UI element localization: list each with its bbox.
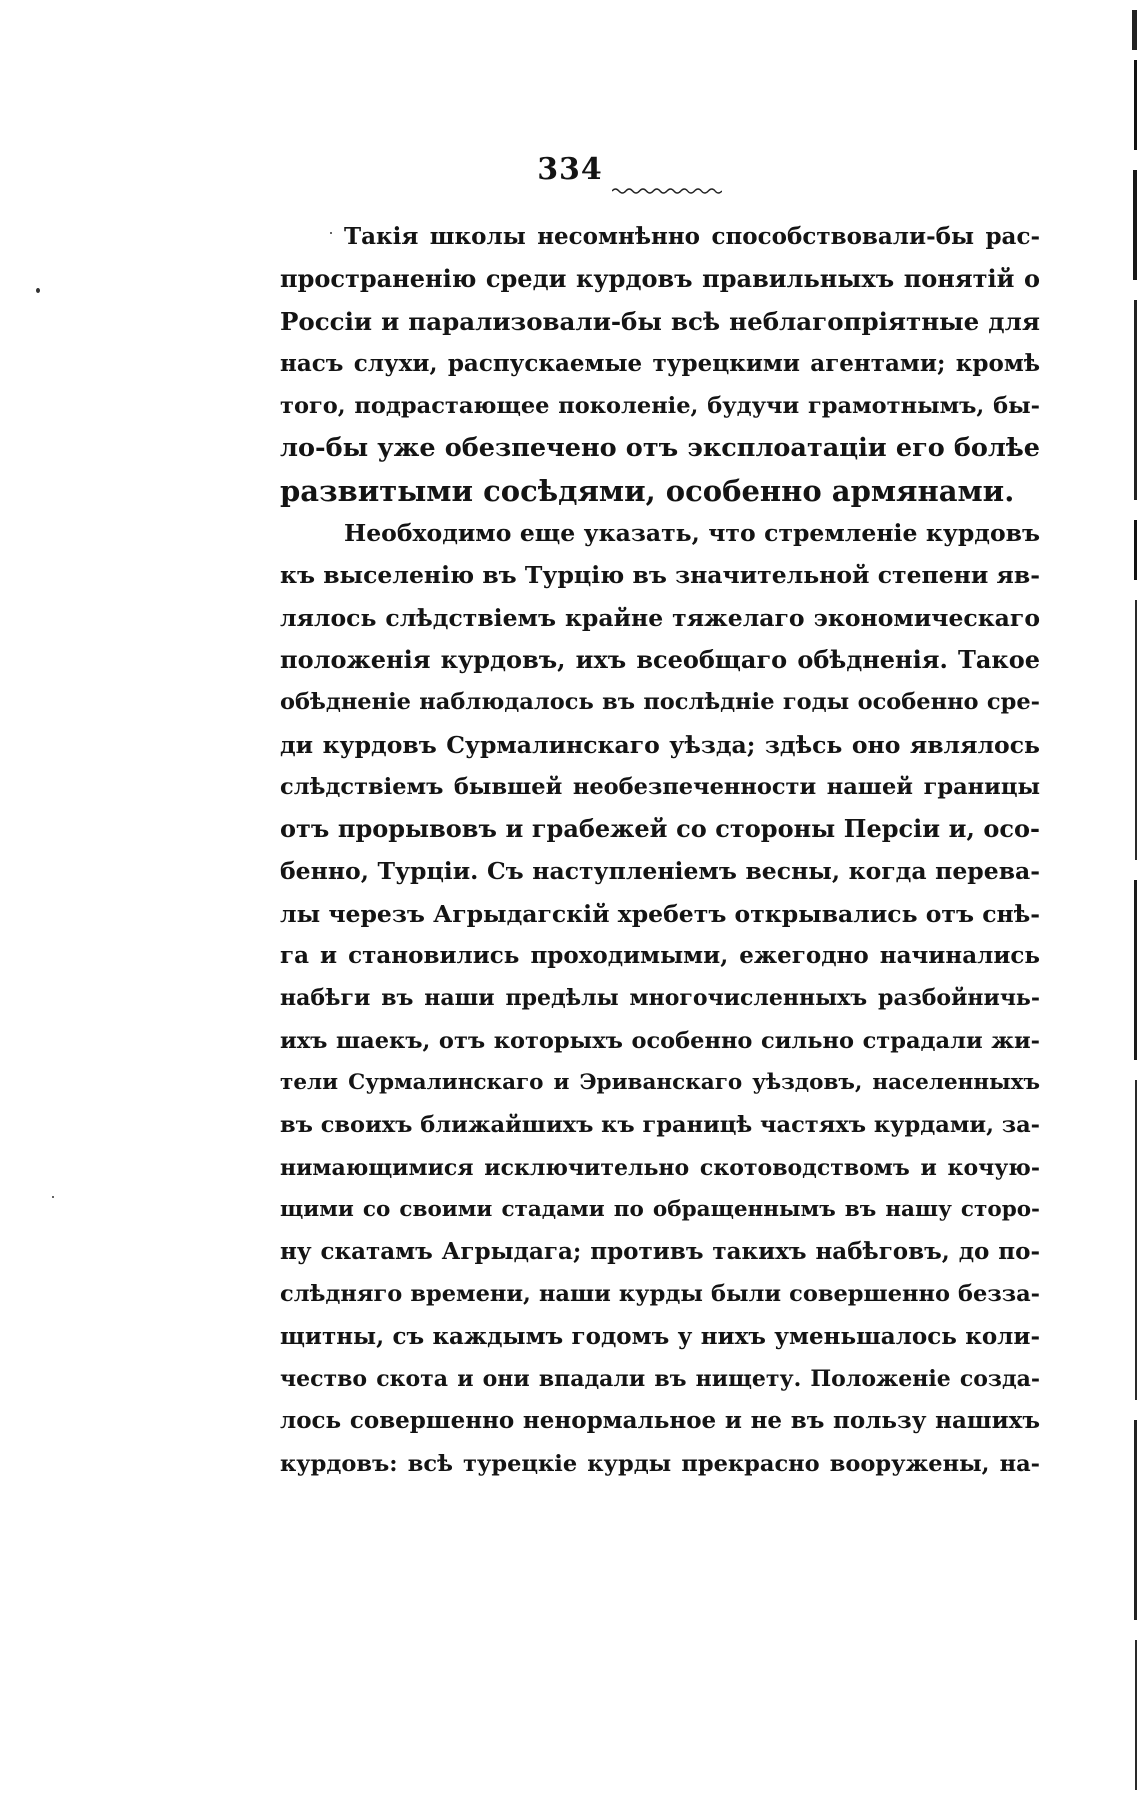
text-line: щими со своими стадами по обращеннымъ въ нашу сторо- (280, 1196, 1040, 1222)
text-line: лялось слѣдствіемъ крайне тяжелаго экономическаго (280, 603, 1040, 632)
text-line: къ выселенію въ Турцію въ значительной степени яв- (280, 561, 1040, 590)
text-line: щитны, съ каждымъ годомъ у нихъ уменьшалось коли- (280, 1322, 1040, 1350)
text-line: бенно, Турціи. Съ наступленіемъ весны, когда перева- (280, 857, 1040, 886)
text-line: чество скота и они впадали въ нищету. Положеніе созда- (280, 1366, 1040, 1393)
text-line: въ своихъ ближайшихъ къ границѣ частяхъ курдами, за- (280, 1112, 1040, 1139)
text-line: Такія школы несомнѣнно способствовали-бы рас- (344, 223, 1040, 250)
scan-edge-artifact (1110, 0, 1140, 1803)
text-line: ди курдовъ Сурмалинскаго уѣзда; здѣсь оно являлось (280, 730, 1040, 759)
text-line: га и становились проходимыми, ежегодно начинались (280, 942, 1040, 970)
paragraph (280, 216, 1040, 512)
page-number: 334 (537, 152, 603, 187)
text-line: слѣдствіемъ бывшей необезпеченности нашей границы (280, 773, 1040, 800)
scan-speck (52, 1196, 54, 1198)
text-line: Необходимо еще указать, что стремленіе курдовъ (344, 519, 1040, 548)
text-line: слѣдняго времени, наши курды были совершенно безза- (280, 1281, 1040, 1308)
text-line: Россіи и парализовали-бы всѣ неблагопріятные для (280, 306, 1040, 336)
paragraph (280, 512, 1040, 1485)
text-line: ихъ шаекъ, отъ которыхъ особенно сильно страдали жи- (280, 1027, 1040, 1054)
text-line: того, подрастающее поколеніе, будучи грамотнымъ, бы- (280, 393, 1040, 420)
scan-speck (36, 288, 40, 293)
text-line: насъ слухи, распускаемые турецкими агентами; кромѣ (280, 349, 1040, 377)
text-line: тели Сурмалинскаго и Эриванскаго уѣздовъ, населенныхъ (280, 1069, 1040, 1095)
text-line: положенія курдовъ, ихъ всеобщаго обѣдненія. Такое (280, 644, 1040, 674)
text-line: лы черезъ Агрыдагскій хребетъ открывались отъ снѣ- (280, 899, 1040, 928)
scan-speck (330, 232, 332, 234)
text-line: ну скатамъ Агрыдага; противъ такихъ набѣговъ, до по- (280, 1238, 1040, 1266)
text-line: лось совершенно ненормальное и не въ пользу нашихъ (280, 1407, 1040, 1435)
text-line: обѣдненіе наблюдалось въ послѣдніе годы особенно сре- (280, 689, 1040, 716)
text-line: ло-бы уже обезпечено отъ эксплоатаціи его болѣе (280, 433, 1040, 464)
decorative-wavy-rule (612, 186, 722, 196)
body-text (280, 216, 1040, 1485)
text-line: набѣги въ наши предѣлы многочисленныхъ разбойничь- (280, 985, 1040, 1012)
text-line: нимающимися исключительно скотоводствомъ и кочую- (280, 1154, 1040, 1181)
text-line: курдовъ: всѣ турецкіе курды прекрасно вооружены, на- (280, 1450, 1040, 1477)
text-line: пространенію среди курдовъ правильныхъ понятій о (280, 264, 1040, 294)
text-line: развитыми сосѣдями, особенно армянами. (280, 473, 1015, 508)
text-line: отъ прорывовъ и грабежей со стороны Персіи и, осо- (280, 814, 1040, 844)
